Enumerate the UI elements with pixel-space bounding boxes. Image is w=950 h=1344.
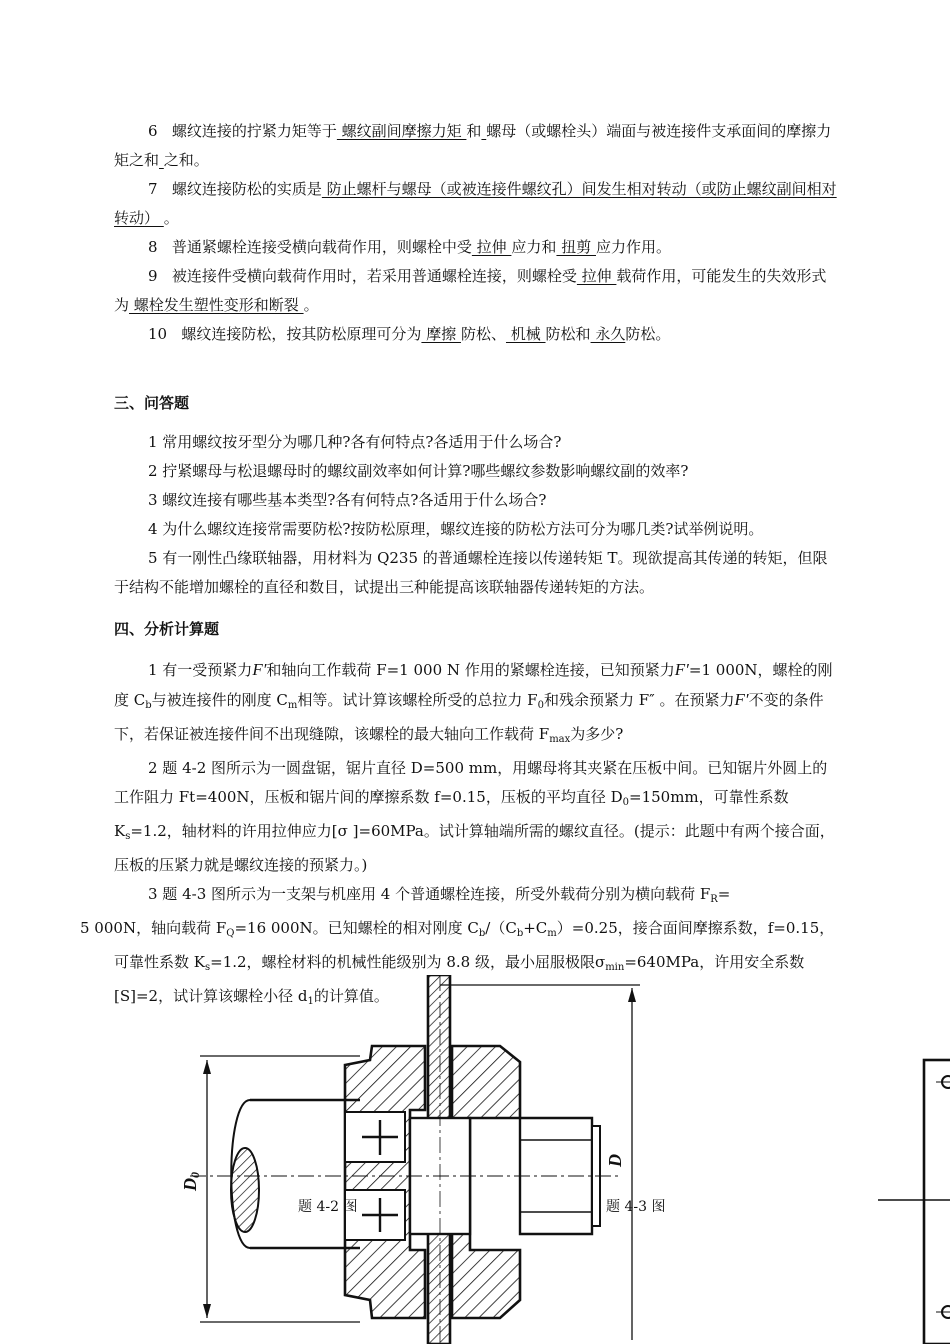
- calc-q2: 2 题 4-2 图所示为一圆盘锯，锯片直径 D=500 mm，用螺母将其夹紧在压板中间。已知锯片外圆上的工作阻力 Ft=400N，压板和锯片间的摩擦系数 f=0.15，压板的平均直径 $D_0=150mm$，可靠性系数 $K_s=1.2$，轴材料的许用拉伸应力[σ ]=60MPa。试计算轴端所需的螺纹直径。(提示：此题中有两个接合面，压板的压紧力就是螺纹连接的预紧力。): [114, 759, 835, 874]
- dimension-label-d0: $D_0$: [180, 1172, 202, 1191]
- fill-in-section: [114, 117, 838, 349]
- dimension-label-d: D: [605, 1154, 625, 1167]
- calc-q1: 1 有一受预紧力F′和轴向工作载荷 F=1 000 N 作用的紧螺栓连接，已知预紧力F′=1 000N，螺栓的刚度 $C_b$与被连接件的刚度 $C_m$相等。试计算该螺栓所受的总拉力 $F_0$和残余预紧力 F″ 。在预紧力F′不变的条件下，若保证被连接件间不出现缝隙，该螺栓的最大轴向工作载荷 $F_{max}$为多少?: [114, 660, 833, 745]
- figure-caption-4-3: 题 4-3 图: [606, 1199, 666, 1215]
- qa-item: 5 有一刚性凸缘联轴器，用材料为 Q235 的普通螺栓连接以传递转矩 T。现欲提高其传递的转矩，但限于结构不能增加螺栓的直径和数目，试提出三种能提高该联轴器传递转矩的方法。: [114, 549, 828, 596]
- figure-caption-4-2: 题 4-2 图: [298, 1199, 358, 1215]
- section-title-qa: 三、问答题: [114, 394, 190, 412]
- qa-item: 2 拧紧螺母与松退螺母时的螺纹副效率如何计算?哪些螺纹参数影响螺纹副的效率?: [148, 462, 689, 480]
- figure-4-2-drawing: [0, 975, 950, 1344]
- fill-in-q7: 7 螺纹连接防松的实质是 防止螺杆与螺母（或被连接件螺纹孔）间发生相对转动（或防止螺纹副间相对转动） 。: [114, 180, 837, 227]
- qa-item: 4 为什么螺纹连接常需要防松?按防松原理，螺纹连接的防松方法可分为哪几类?试举例说明。: [148, 520, 764, 538]
- qa-item: 1 常用螺纹按牙型分为哪几种?各有何特点?各适用于什么场合?: [148, 433, 562, 451]
- qa-item: 3 螺纹连接有哪些基本类型?各有何特点?各适用于什么场合?: [148, 491, 547, 509]
- fill-in-q9: 9 被连接件受横向载荷作用时，若采用普通螺栓连接，则螺栓受 拉伸 载荷作用，可能发生的失效形式为 螺栓发生塑性变形和断裂 。: [114, 267, 827, 314]
- qa-section: [114, 428, 838, 602]
- calc-section: [80, 655, 838, 1016]
- fill-in-q10: 10 螺纹连接防松，按其防松原理可分为 摩擦 防松、 机械 防松和 永久防松。: [148, 325, 671, 343]
- figure-4-3-drawing: [870, 1050, 950, 1344]
- calc-q3: 3 题 4-3 图所示为一支架与机座用 4 个普通螺栓连接，所受外载荷分别为横向载荷 $F_R=$ 5 000N，轴向载荷 $F_Q=16$ 000N。已知螺栓的相对刚度 $C_b/(C_b+C_m)=0.25$，接合面间摩擦系数，f=0.15，可靠性系数 $K_s=1.2$，螺栓材料的机械性能级别为 8.8 级，最小屈服极限$\sigma_{min}=640MPa$，许用安全系数[S]=2，试计算该螺栓小径 $d_1$的计算值。: [80, 885, 835, 1007]
- fill-in-q6: 6 螺纹连接的拧紧力矩等于 螺纹副间摩擦力矩 和 螺母（或螺栓头）端面与被连接件支承面间的摩擦力矩之和 之和。: [114, 122, 832, 169]
- section-title-calc: 四、分析计算题: [114, 620, 220, 638]
- fill-in-q8: 8 普通紧螺栓连接受横向载荷作用，则螺栓中受 拉伸 应力和 扭剪 应力作用。: [148, 238, 671, 256]
